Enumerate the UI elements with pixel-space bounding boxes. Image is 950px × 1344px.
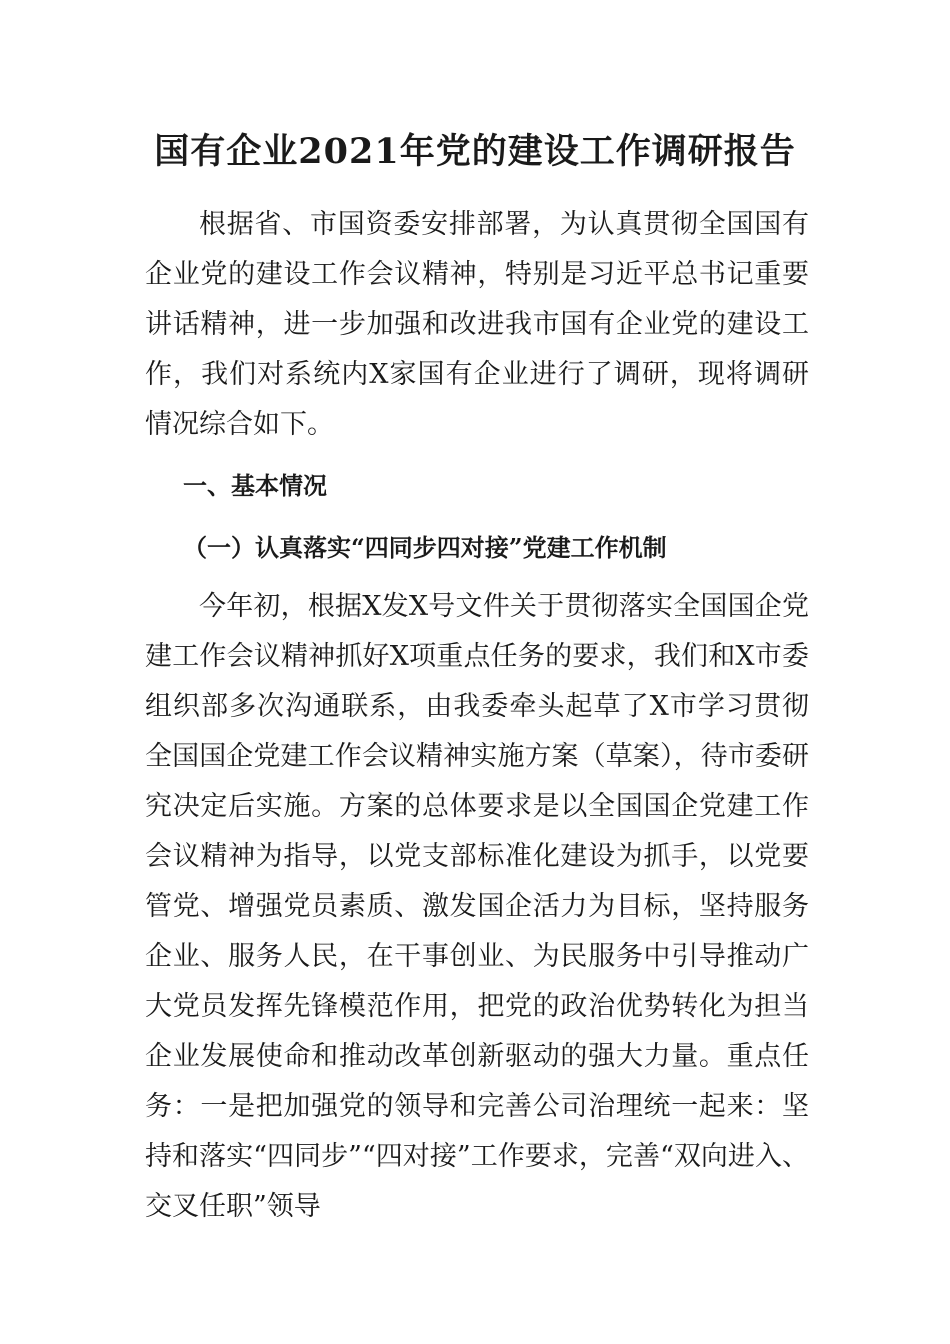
intro-paragraph: 根据省、市国资委安排部署，为认真贯彻全国国有企业党的建设工作会议精神，特别是习近平总书记重要讲话精神，进一步加强和改进我市国有企业党的建设工作，我们对系统内X家国有企业进行了调研，现将调研情况综合如下。 <box>145 209 809 440</box>
document-title: 国有企业2021年党的建设工作调研报告 <box>154 131 796 172</box>
section-heading-basic-situation: 一、基本情况 <box>183 472 327 500</box>
subsection-heading: （一）认真落实“四同步四对接”党建工作机制 <box>183 533 667 562</box>
body-paragraph: 今年初，根据X发X号文件关于贯彻落实全国国企党建工作会议精神抓好X项重点任务的要求，我们和X市委组织部多次沟通联系，由我委牵头起草了X市学习贯彻全国国企党建工作会议精神实施方案（草案），待市委研究决定后实施。方案的总体要求是以全国国企党建工作会议精神为指导，以党支部标准化建设为抓手，以党要管党、增强党员素质、激发国企活力为目标，坚持服务企业、服务人民，在干事创业、为民服务中引导推动广大党员发挥先锋模范作用，把党的政治优势转化为担当企业发展使命和推动改革创新驱动的强大力量。重点任务：一是把加强党的领导和完善公司治理统一起来：坚持和落实“四同步”“四对接”工作要求，完善“双向进入、交叉任职”领导 <box>145 591 809 1222</box>
